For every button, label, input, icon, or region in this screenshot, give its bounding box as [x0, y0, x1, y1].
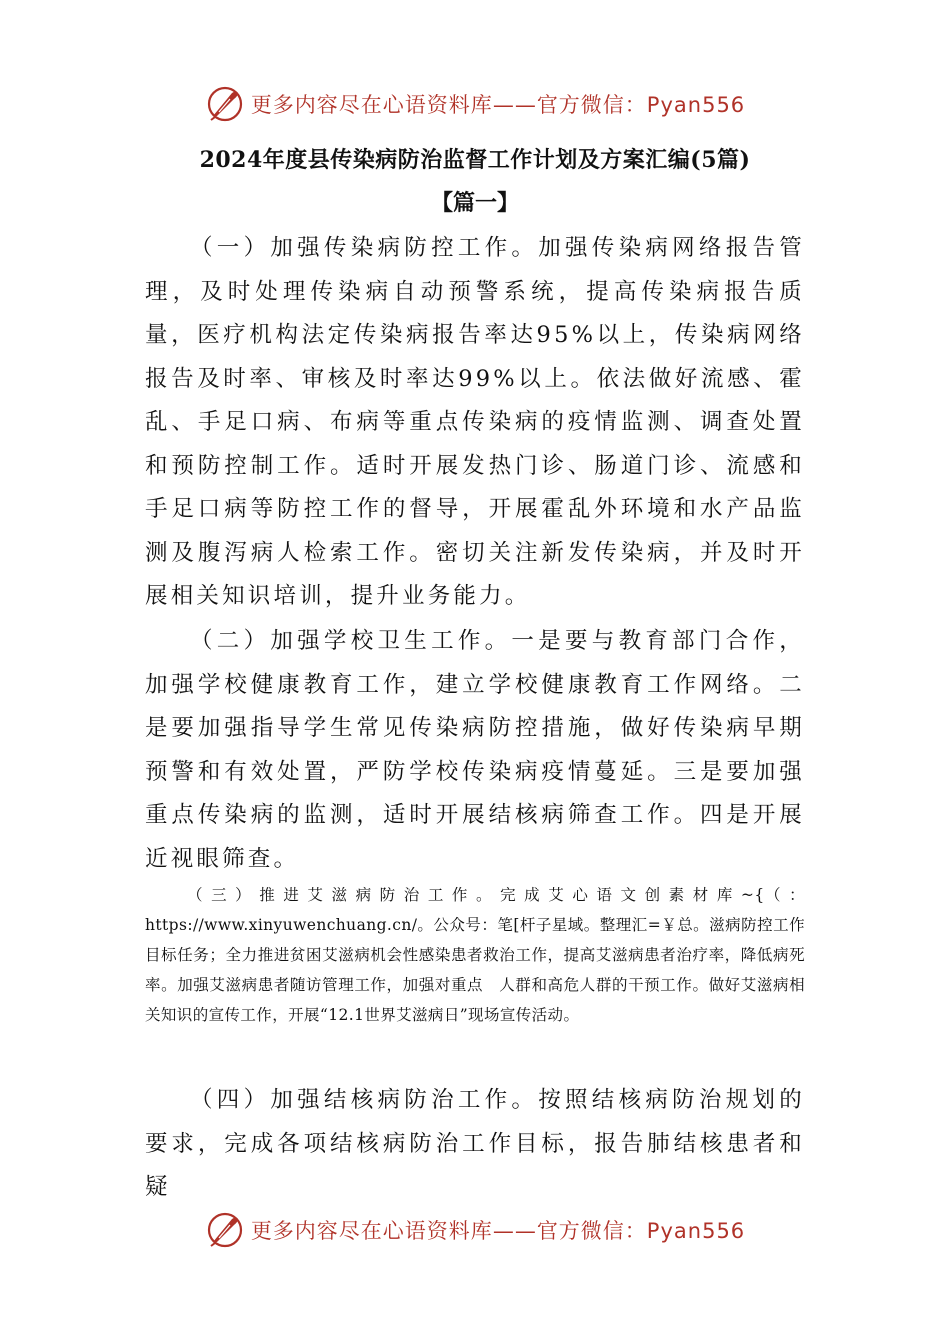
paragraph-1: （一）加强传染病防控工作。加强传染病网络报告管理，及时处理传染病自动预警系统，提高传染病报告质量，医疗机构法定传染病报告率达95%以上，传染病网络报告及时率、审核及时率达99%以上。依法做好流感、霍乱、手足口病、布病等重点传染病的疫情监测、调查处置和预防控制工作。适时开展发热门诊、肠道门诊、流感和手足口病等防控工作的督导，开展霍乱外环境和水产品监测及腹泻病人检索工作。密切关注新发传染病，并及时开展相关知识培训，提升业务能力。	[145, 235, 805, 609]
paragraph-4: （四）加强结核病防治工作。按照结核病防治规划的要求，完成各项结核病防治工作目标，报告肺结核患者和疑	[145, 1087, 805, 1200]
banner-slogan: 更多内容尽在心语资料库	[250, 1219, 493, 1243]
paragraph-3: （三）推进艾滋病防治工作。完成艾心语文创素材库~{（：https://www.xinyuwenchuang.cn/。公众号：笔[杆子星域。整理汇=￥总。滋病防控工作目标任务；全力推进贫困艾滋病机会性感染患者救治工作，提高艾滋病患者治疗率，降低病死率。加强艾滋病患者随访管理工作，加强对重点 人群和高危人群的干预工作。做好艾滋病相关知识的宣传工作，开展“12.1世界艾滋病日”现场宣传活动。	[145, 886, 805, 1024]
banner-text	[251, 89, 745, 119]
banner-separator: ——	[492, 1219, 537, 1243]
banner-text	[251, 1215, 745, 1245]
header-banner	[0, 82, 950, 126]
footer-banner	[0, 1208, 950, 1252]
banner-contact: 官方微信：Pyan556	[536, 93, 746, 117]
section-heading: 【篇一】	[430, 190, 519, 216]
document-title: 2024年度县传染病防治监督工作计划及方案汇编(5篇)	[199, 147, 751, 173]
quill-pen-logo-icon	[205, 1210, 245, 1250]
banner-separator: ——	[492, 93, 537, 117]
paragraph-2: （二）加强学校卫生工作。一是要与教育部门合作，加强学校健康教育工作，建立学校健康教育工作网络。二是要加强指导学生常见传染病防控措施，做好传染病早期预警和有效处置，严防学校传染病疫情蔓延。三是要加强重点传染病的监测，适时开展结核病筛查工作。四是开展近视眼筛查。	[145, 628, 805, 872]
quill-pen-logo-icon	[205, 84, 245, 124]
banner-slogan: 更多内容尽在心语资料库	[250, 93, 493, 117]
banner-contact: 官方微信：Pyan556	[536, 1219, 746, 1243]
